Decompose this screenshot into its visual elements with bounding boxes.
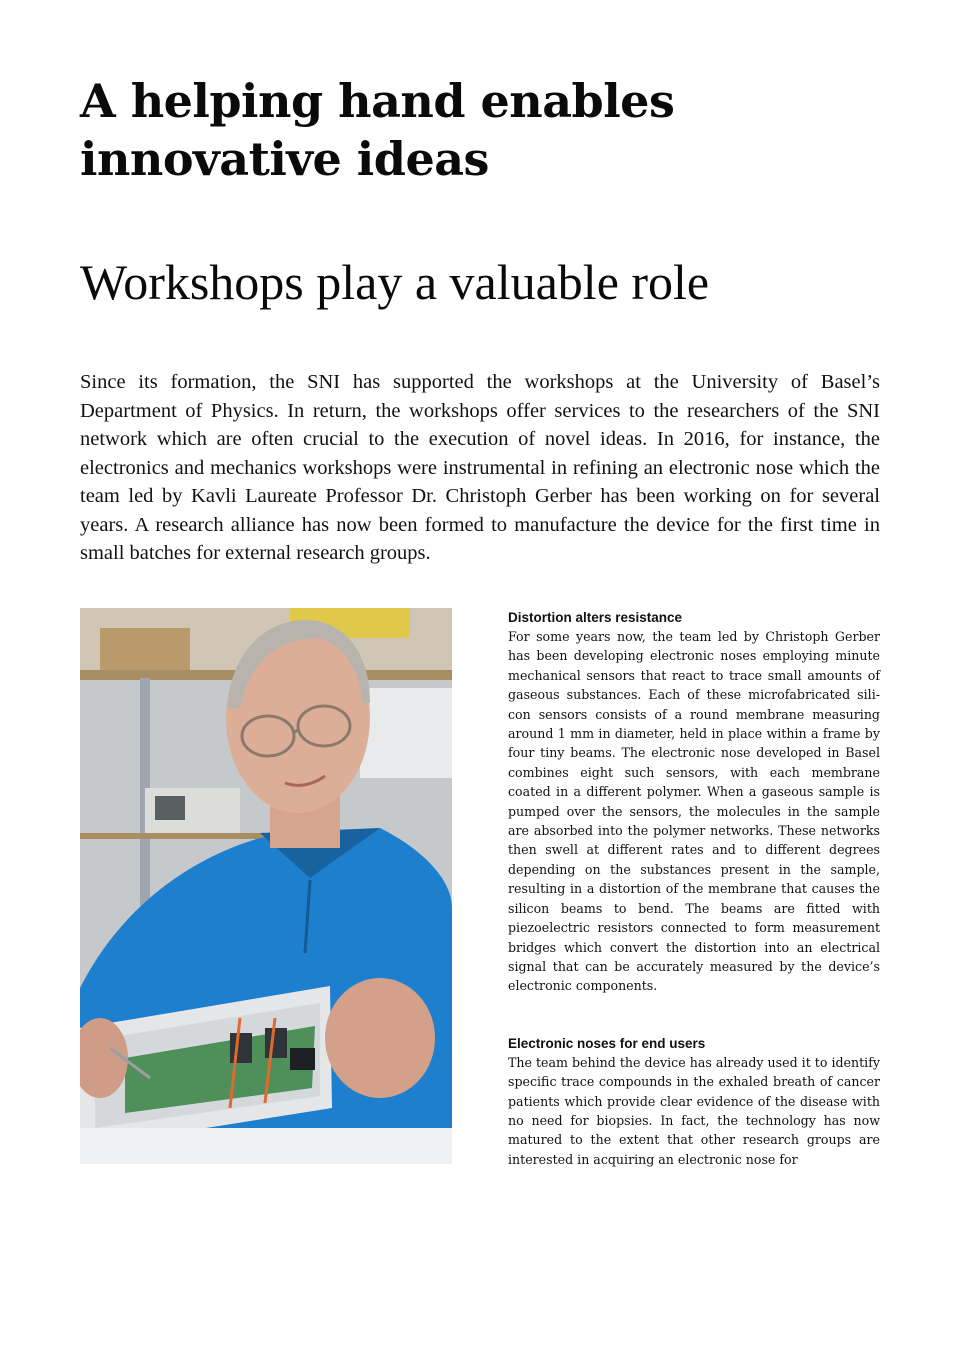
section-body: The team behind the device has already used it to identify specific trace compounds in the exhaled breath of cancer patients which provide clear evidence of the disease with no need for biopsies. In fact, the technology has now matured to the extent that other research groups are interested in acquiring an electronic nose for	[508, 1054, 880, 1167]
lower-shelf	[80, 833, 280, 839]
table-surface	[80, 1128, 452, 1164]
glasses-bridge	[294, 730, 298, 732]
white-equipment	[360, 688, 452, 778]
chip-1	[230, 1033, 252, 1063]
intro-paragraph: Since its formation, the SNI has supported the workshops at the University of Basel’s Department of Physics. In return, the workshops offer services to the researchers of the SNI network which are often crucial to the execution of novel ideas. In 2016, for instance, the electronics and mechanics workshops were instrumental in refining an electronic nose which the team led by Kavli Laureate Professor Dr. Christoph Gerber has been working on for several years. A research alliance has now been formed to manufacture the device for the first time in small batches for external research groups.	[80, 371, 880, 564]
oscilloscope-screen	[155, 796, 185, 820]
chip-2	[265, 1028, 287, 1058]
section-end-users	[508, 1034, 880, 1169]
section-heading: Distortion alters resistance	[508, 610, 683, 625]
article-subtitle: Workshops play a valuable role	[80, 254, 710, 310]
chip-3	[290, 1048, 315, 1070]
right-column	[508, 608, 880, 1169]
portrait-photo	[80, 608, 452, 1164]
photo-illustration	[80, 608, 452, 1164]
section-heading: Electronic noses for end users	[508, 1035, 706, 1051]
section-distortion	[508, 608, 880, 996]
cardboard-box	[100, 628, 190, 673]
right-hand	[325, 978, 435, 1098]
article-title: A helping hand enables innovative ideas	[80, 74, 675, 186]
section-body: For some years now, the team led by Christoph Gerber has been developing electronic noses employing minute mechanical sensors that react to trace small amounts of gaseous substances. Each of these microfabricated silicon sensors consists of a round membrane measuring around 1 mm in diameter, held in place within a frame by four tiny beams. The electronic nose developed in Basel combines eight such sensors, with each membrane coated in a different polymer. When a gaseous sample is pumped over the sensors, the molecules in the sample are absorbed into the polymer networks. These networks then swell at different rates and to different degrees depending on the substances present in the sample, resulting in a distortion of the membrane that causes the silicon beams to bend. The beams are fitted with piezoelectric resistors connected to form measurement bridges which convert the distortion into an electrical signal that can be accurately measured by the device’s electronic components.	[508, 629, 880, 994]
